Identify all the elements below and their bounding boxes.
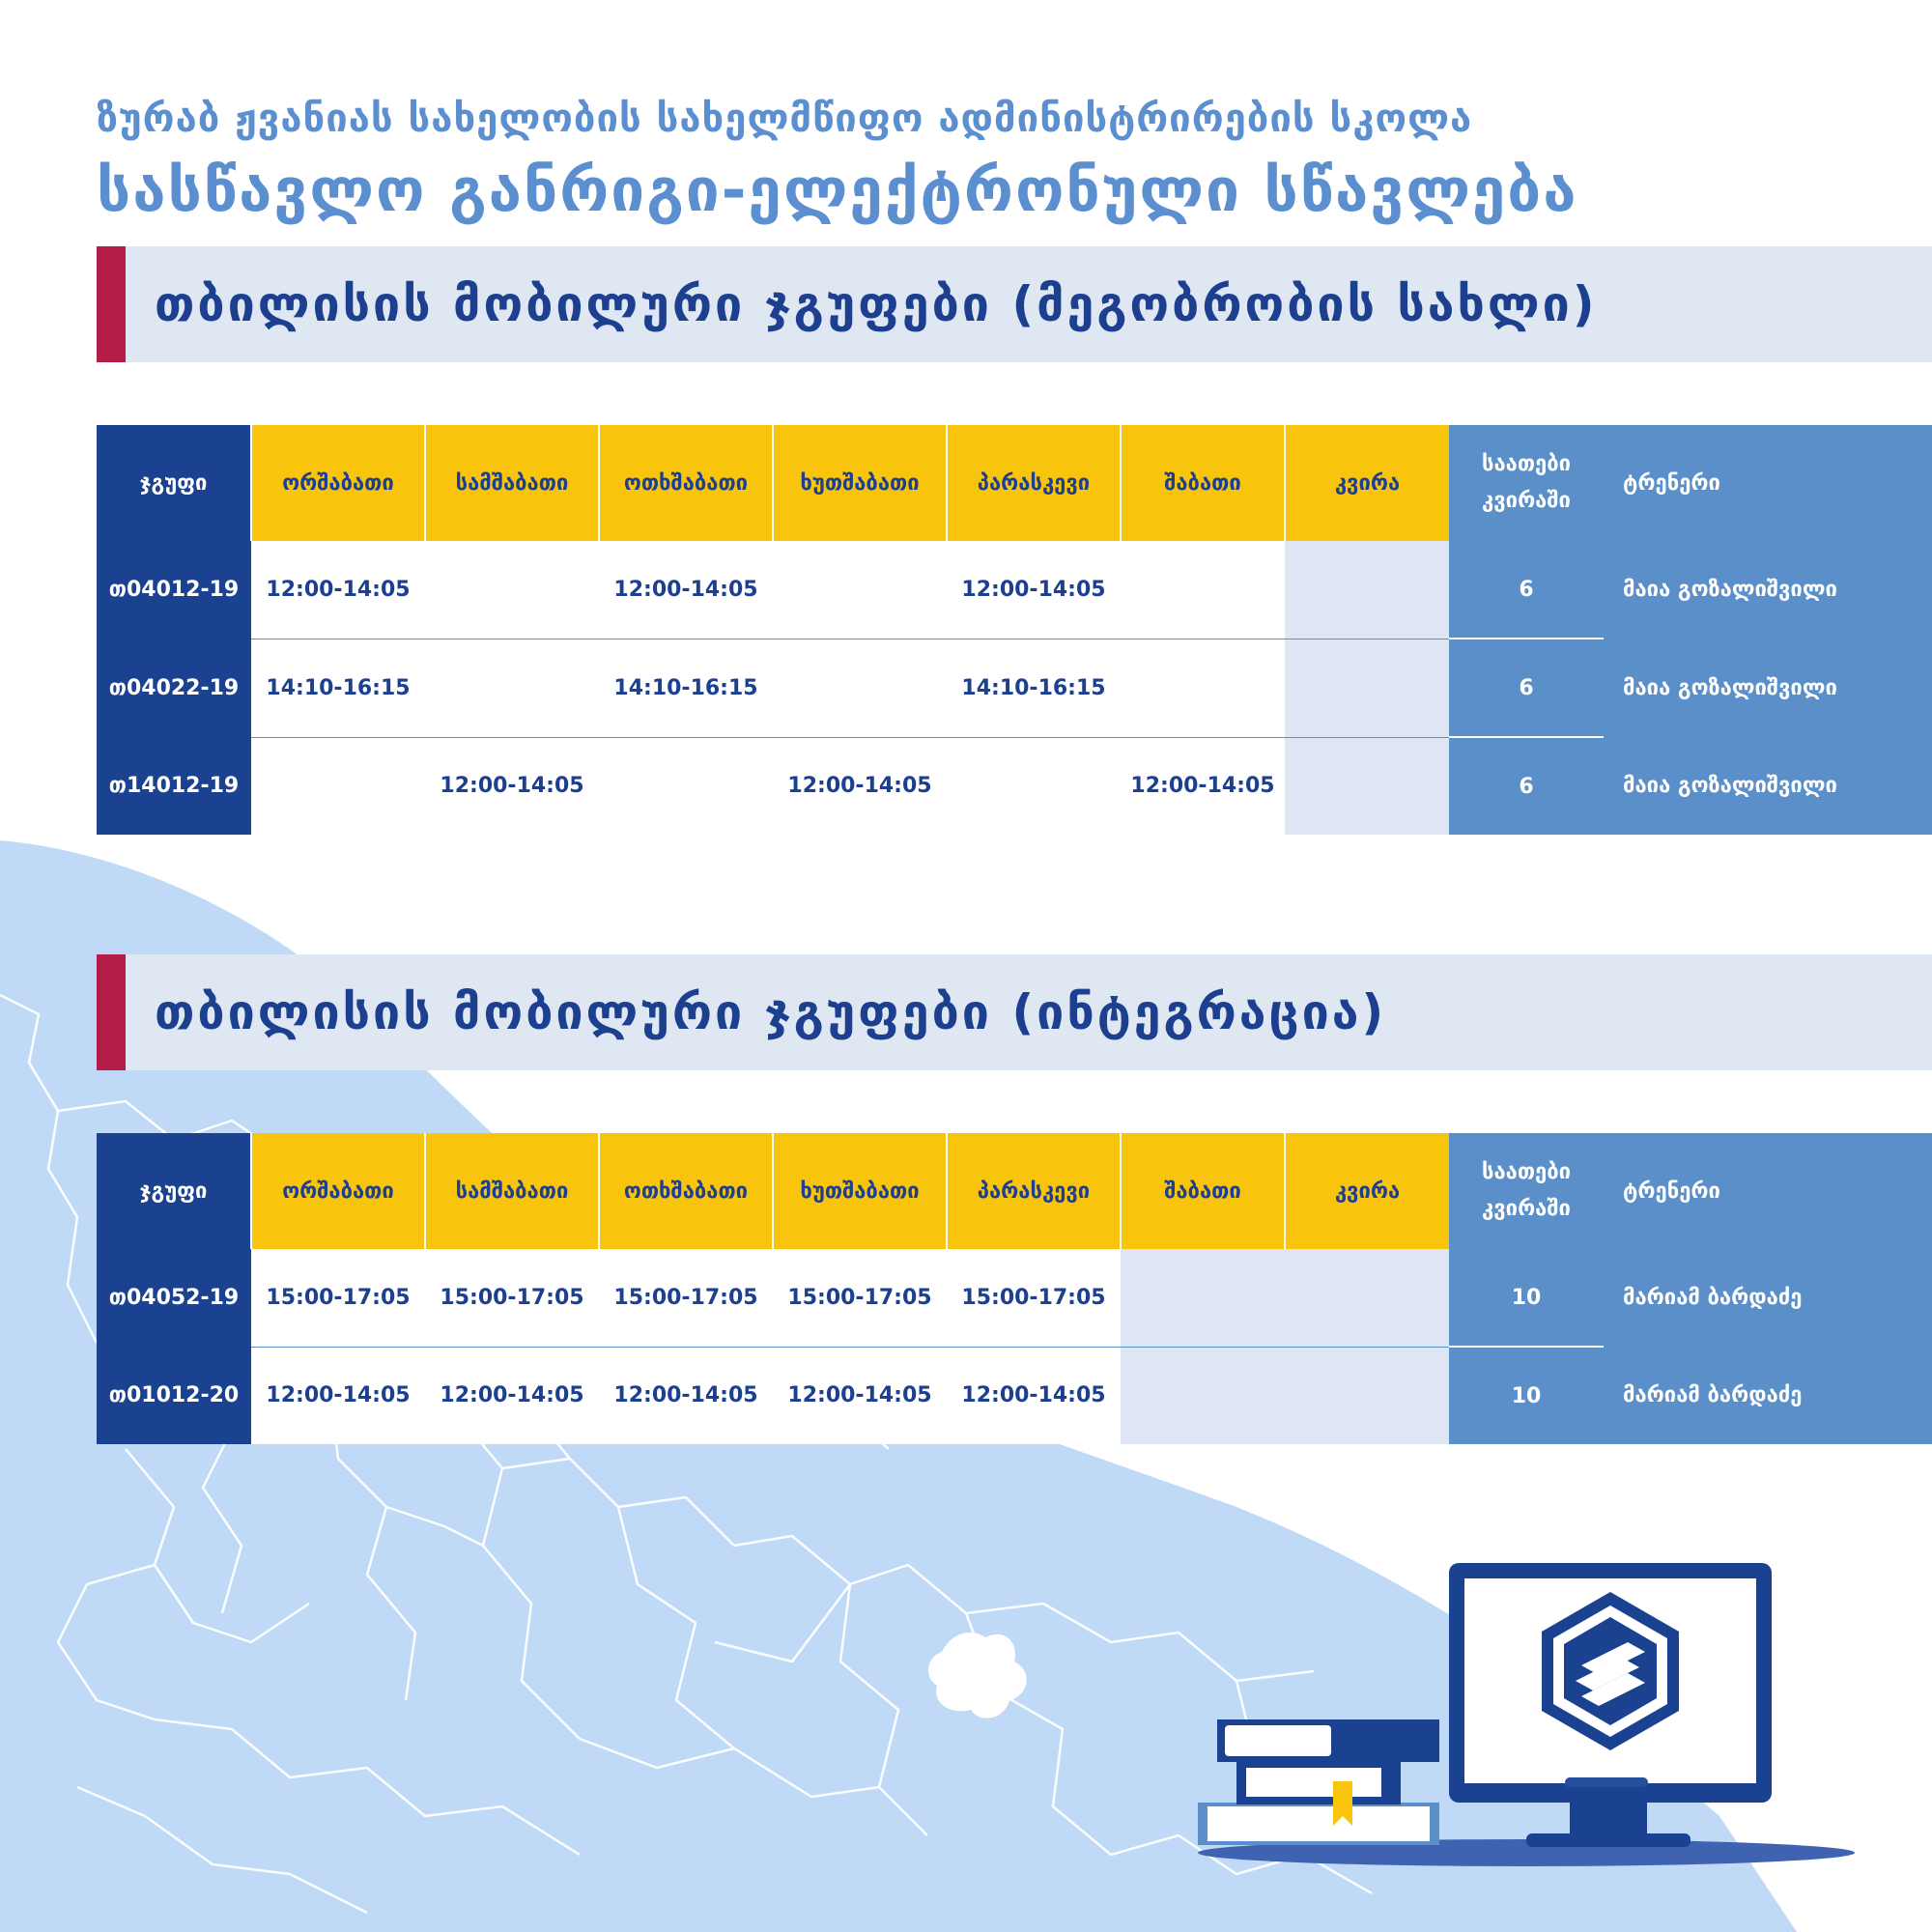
table-header-row [97,1133,1932,1249]
column-header-group: ჯგუფი [97,1133,251,1249]
thursday-cell [773,639,947,737]
section-accent-bar [97,954,126,1070]
column-header-wednesday: ოთხშაბათი [599,1133,773,1249]
hours-per-week-cell: 6 [1449,737,1604,835]
saturday-cell [1121,639,1285,737]
group-code-cell: თ04052-19 [97,1249,251,1347]
column-header-wednesday: ოთხშაბათი [599,425,773,541]
friday-cell: 15:00-17:05 [947,1249,1121,1347]
thursday-cell [773,541,947,639]
group-code-cell: თ01012-20 [97,1347,251,1444]
column-header-friday: პარასკევი [947,425,1121,541]
trainer-cell: მაია გოზალიშვილი [1604,541,1932,639]
saturday-cell [1121,1249,1285,1347]
hours-per-week-cell: 6 [1449,541,1604,639]
monday-cell: 12:00-14:05 [251,541,425,639]
column-header-trainer: ტრენერი [1604,425,1932,541]
table-header-row [97,425,1932,541]
monday-cell: 14:10-16:15 [251,639,425,737]
friday-cell: 12:00-14:05 [947,1347,1121,1444]
column-header-hours-line2: კვირაში [1482,489,1571,513]
section-header-1 [97,246,1932,362]
column-header-sunday: კვირა [1285,1133,1449,1249]
column-header-trainer: ტრენერი [1604,1133,1932,1249]
column-header-thursday: ხუთშაბათი [773,425,947,541]
section-header-2 [97,954,1932,1070]
section-accent-bar [97,246,126,362]
trainer-cell: მაია გოზალიშვილი [1604,639,1932,737]
column-header-group: ჯგუფი [97,425,251,541]
group-code-cell: თ04022-19 [97,639,251,737]
tuesday-cell: 12:00-14:05 [425,1347,599,1444]
school-name: ზურაბ ჟვანიას სახელობის სახელმწიფო ადმინისტრირების სკოლა [97,97,1473,141]
monday-cell [251,737,425,835]
column-header-saturday: შაბათი [1121,425,1285,541]
sunday-cell [1285,1249,1449,1347]
page-title: სასწავლო განრიგი-ელექტრონული სწავლება [97,155,1578,225]
schedule-table-1 [97,425,1932,835]
column-header-hours [1449,425,1604,541]
schedule-table-2 [97,1133,1932,1444]
sunday-cell [1285,1347,1449,1444]
table-row [97,541,1932,639]
tuesday-cell: 15:00-17:05 [425,1249,599,1347]
computer-books-illustration [1140,1546,1874,1874]
tuesday-cell [425,541,599,639]
thursday-cell: 12:00-14:05 [773,737,947,835]
section-title: თბილისის მობილური ჯგუფები (ინტეგრაცია) [155,984,1387,1040]
hours-per-week-cell: 6 [1449,639,1604,737]
saturday-cell [1121,541,1285,639]
saturday-cell: 12:00-14:05 [1121,737,1285,835]
column-header-hours-line1: საათები [1481,452,1572,476]
wednesday-cell: 12:00-14:05 [599,541,773,639]
group-code-cell: თ04012-19 [97,541,251,639]
group-code-cell: თ14012-19 [97,737,251,835]
table-row [97,1347,1932,1444]
column-header-tuesday: სამშაბათი [425,1133,599,1249]
saturday-cell [1121,1347,1285,1444]
column-header-tuesday: სამშაბათი [425,425,599,541]
table-row [97,639,1932,737]
table-row [97,737,1932,835]
hours-per-week-cell: 10 [1449,1249,1604,1347]
thursday-cell: 12:00-14:05 [773,1347,947,1444]
column-header-sunday: კვირა [1285,425,1449,541]
friday-cell: 14:10-16:15 [947,639,1121,737]
sunday-cell [1285,639,1449,737]
trainer-cell: მარიამ ბარდაძე [1604,1249,1932,1347]
column-header-hours [1449,1133,1604,1249]
sunday-cell [1285,541,1449,639]
wednesday-cell [599,737,773,835]
column-header-friday: პარასკევი [947,1133,1121,1249]
friday-cell: 12:00-14:05 [947,541,1121,639]
column-header-saturday: შაბათი [1121,1133,1285,1249]
hours-per-week-cell: 10 [1449,1347,1604,1444]
tuesday-cell: 12:00-14:05 [425,737,599,835]
wednesday-cell: 15:00-17:05 [599,1249,773,1347]
column-header-monday: ორშაბათი [251,1133,425,1249]
sunday-cell [1285,737,1449,835]
trainer-cell: მაია გოზალიშვილი [1604,737,1932,835]
column-header-thursday: ხუთშაბათი [773,1133,947,1249]
thursday-cell: 15:00-17:05 [773,1249,947,1347]
table-row [97,1249,1932,1347]
monday-cell: 15:00-17:05 [251,1249,425,1347]
tuesday-cell [425,639,599,737]
wednesday-cell: 14:10-16:15 [599,639,773,737]
friday-cell [947,737,1121,835]
books-stack-icon [1198,1719,1439,1845]
wednesday-cell: 12:00-14:05 [599,1347,773,1444]
column-header-hours-line2: კვირაში [1482,1197,1571,1221]
column-header-monday: ორშაბათი [251,425,425,541]
column-header-hours-line1: საათები [1481,1160,1572,1184]
monday-cell: 12:00-14:05 [251,1347,425,1444]
trainer-cell: მარიამ ბარდაძე [1604,1347,1932,1444]
section-title: თბილისის მობილური ჯგუფები (მეგობრობის სახლი) [155,276,1598,332]
